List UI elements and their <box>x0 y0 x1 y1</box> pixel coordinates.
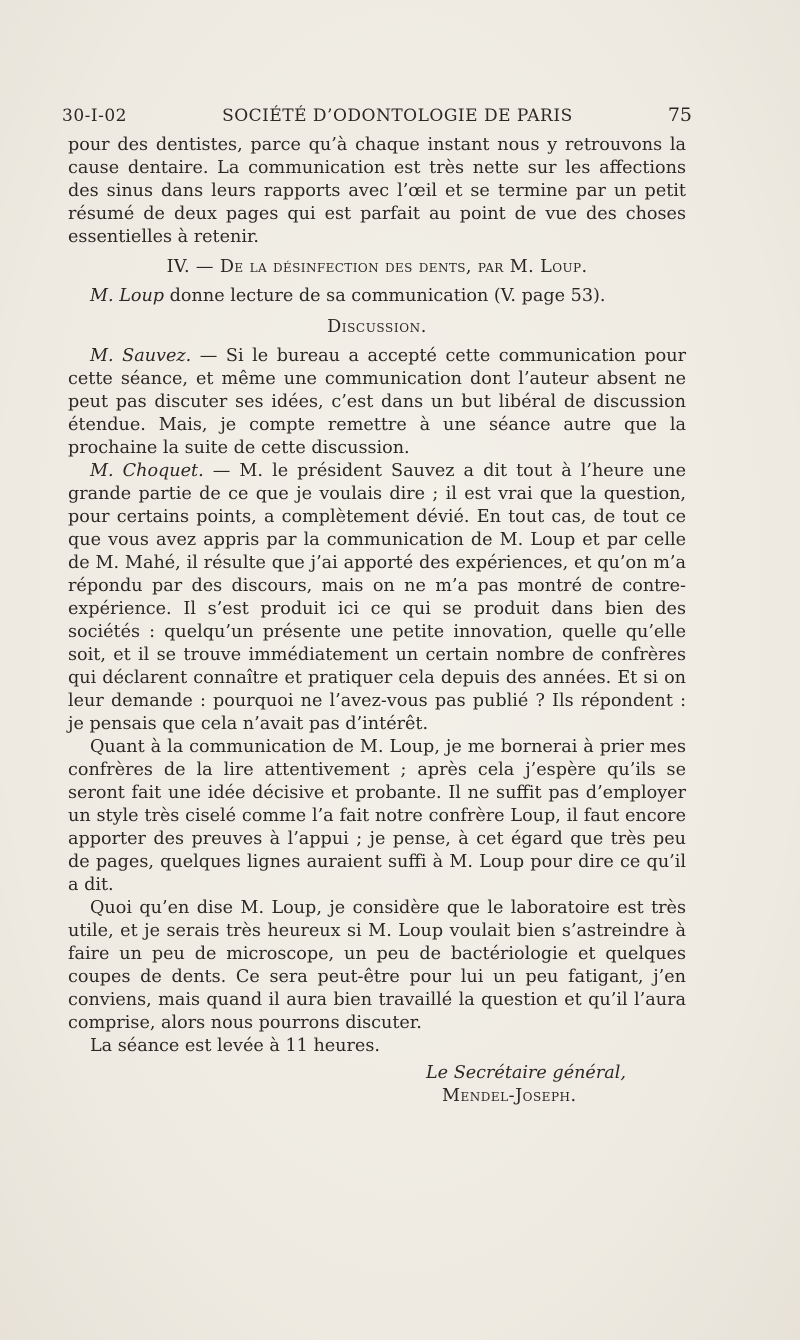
signature-block <box>68 1062 686 1108</box>
discussion-heading: Discussion. <box>327 317 427 337</box>
sauvez-text: — Si le bureau a accepté cette communication pour cette séance, et même une communication dont l’auteur absent ne peut pas discuter ses idées, c’est dans un but libéral de discussion étendue. Mais, je compte remettre à une séance autre que la prochaine la suite de cette discussion. <box>68 346 687 458</box>
signature-title: Le Secrétaire général, <box>426 1063 626 1083</box>
sauvez-paragraph <box>68 345 686 460</box>
choquet-paragraph <box>68 460 686 736</box>
header-society: SOCIÉTÉ D’ODONTOLOGIE DE PARIS <box>222 106 573 126</box>
section-heading: IV. — De la désinfection des dents, par M. Loup. <box>166 257 588 277</box>
closing-line: La séance est levée à 11 heures. <box>90 1036 380 1056</box>
loup-text: donne lecture de sa communication (V. page 53). <box>164 286 606 306</box>
intro-paragraph: pour des dentistes, parce qu’à chaque instant nous y retrouvons la cause dentaire. La communication est très nette sur les affections des sinus dans leurs rapports avec l’œil et se termine par un petit résumé de deux pages qui est parfait au point de vue des choses essentielles à retenir. <box>68 135 686 247</box>
speaker-choquet: M. Choquet. <box>90 461 204 481</box>
page-number: 75 <box>667 104 692 126</box>
speaker-loup: M. Loup <box>90 286 165 306</box>
loup-paragraph <box>68 285 686 308</box>
header-date: 30-I-02 <box>62 106 127 126</box>
choquet-text: — M. le président Sauvez a dit tout à l’heure une grande partie de ce que je voulais dire ; il est vrai que la question, pour certains points, a complètement dévié. En tout cas, de tout ce que vous avez appris par la communication de M. Loup et par celle de M. Mahé, il résulte que j’ai apporté des expériences, et qu’on m’a répondu par des discours, mais on ne m’a pas montré de contre-expérience. Il s’est produit ici ce qui se produit dans bien des sociétés : quelqu’un présente une petite innovation, quelle qu’elle soit, et il se trouve immédiatement un certain nombre de confrères qui déclarent connaître et pratiquer cela depuis des années. Et si on leur demande : pourquoi ne l’avez-vous pas publié ? Ils répondent : je pensais que cela n’avait pas d’intérêt. <box>68 461 686 734</box>
quoi-paragraph: Quoi qu’en dise M. Loup, je considère que le laboratoire est très utile, et je serais très heureux si M. Loup voulait bien s’astreindre à faire un peu de microscope, un peu de bactériologie et quelques coupes de dents. Ce sera peut-être pour lui un peu fatigant, j’en conviens, mais quand il aura bien travaillé la question et qu’il l’aura comprise, alors nous pourrons discuter. <box>68 898 686 1033</box>
page-text <box>62 104 692 1108</box>
quant-paragraph: Quant à la communication de M. Loup, je me bornerai à prier mes confrères de la lire attentivement ; après cela j’espère qu’ils se seront fait une idée décisive et probante. Il ne suffit pas d’employer un style très ciselé comme l’a fait notre confrère Loup, il faut encore apporter des preuves à l’appui ; je pense, à cet égard que très peu de pages, quelques lignes auraient suffi à M. Loup pour dire ce qu’il a dit. <box>68 737 686 895</box>
speaker-sauvez: M. Sauvez. <box>90 346 192 366</box>
signature-name: Mendel-Joseph. <box>442 1086 577 1106</box>
running-header <box>62 104 692 128</box>
